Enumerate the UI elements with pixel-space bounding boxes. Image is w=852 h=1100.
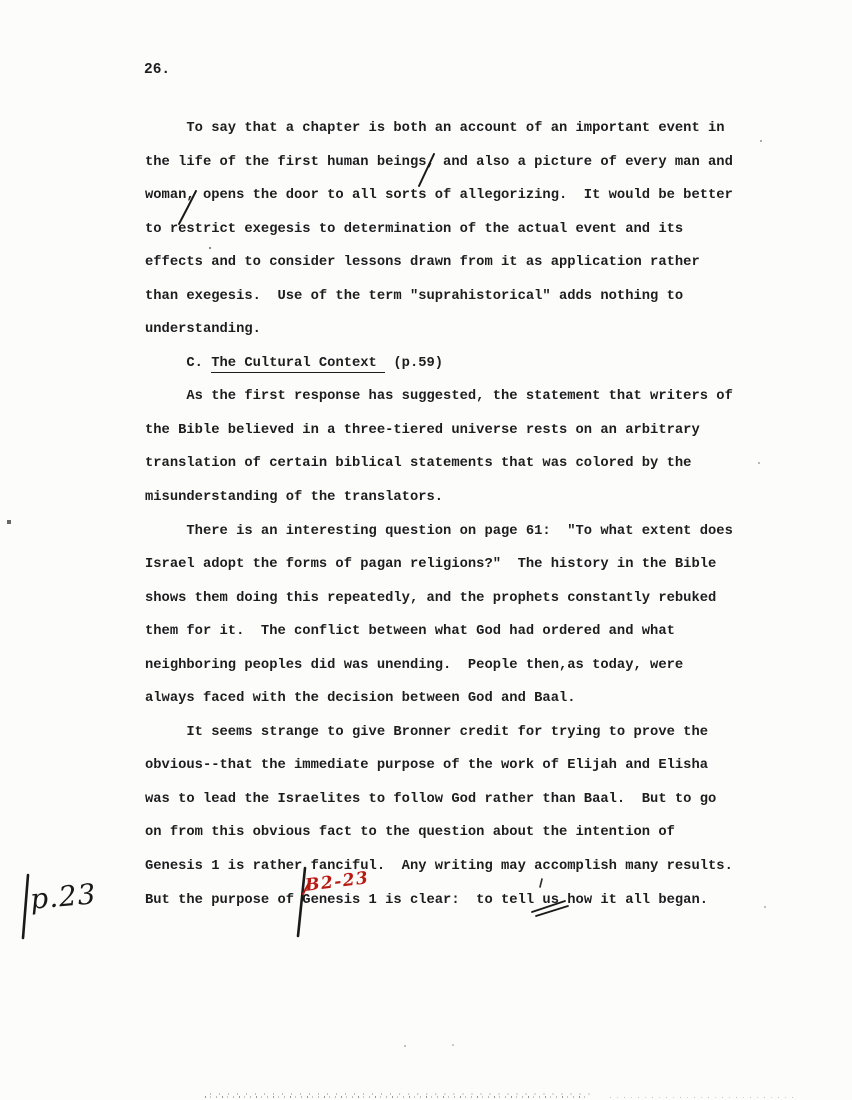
heading-page-ref: (p.59): [385, 355, 444, 371]
struck-out-word: us: [542, 892, 559, 908]
text-line: Genesis 1 is rather fanciful. Any writing may accomplish many results.: [145, 859, 733, 875]
text-line: to restrict exegesis to determination of the actual event and its: [145, 221, 684, 237]
text-line: It seems strange to give Bronner credit for trying to prove the: [145, 724, 709, 740]
text-line: was to lead the Israelites to follow God rather than Baal. But to go: [145, 791, 717, 807]
text-line-last: [145, 884, 785, 918]
text-line: Israel adopt the forms of pagan religions?" The history in the Bible: [145, 557, 717, 573]
last-line-pre: But the purpose of Genesis 1 is clear: to tell: [145, 892, 543, 908]
handwritten-margin-page-ref: p.23: [28, 877, 98, 916]
page-number: 26.: [144, 62, 171, 78]
text-line: misunderstanding of the translators.: [145, 490, 444, 506]
scan-specks: [0, 0, 2, 2]
heading-pre: C.: [145, 355, 212, 371]
text-line: translation of certain biblical statements that was colored by the: [145, 456, 692, 472]
text-line: on from this obvious fact to the question about the intention of: [145, 825, 675, 841]
last-line-post: how it all began.: [558, 892, 709, 908]
text-line: As the first response has suggested, the statement that writers of: [145, 389, 733, 405]
text-line: effects and to consider lessons drawn from it as application rather: [145, 255, 700, 271]
text-line: the Bible believed in a three-tiered universe rests on an arbitrary: [145, 422, 700, 438]
text-line: neighboring peoples did was unending. People then,as today, were: [145, 657, 684, 673]
document-body: [145, 112, 785, 917]
scan-noise-band: [205, 1091, 590, 1098]
text-line: understanding.: [145, 322, 261, 338]
margin-vertical-ink-line: [23, 875, 28, 938]
section-heading: [145, 347, 785, 381]
scan-noise-band-right: [610, 1094, 795, 1098]
text-line: than exegesis. Use of the term "suprahistorical" adds nothing to: [145, 288, 684, 304]
handwritten-red-note: B2-23: [304, 868, 371, 896]
text-line: shows them doing this repeatedly, and the prophets constantly rebuked: [145, 590, 717, 606]
text-line: the life of the first human beings, and also a picture of every man and: [145, 154, 733, 170]
text-line: To say that a chapter is both an account of an important event in: [145, 121, 725, 136]
heading-underlined-title: The Cultural Context: [211, 355, 386, 371]
text-line: always faced with the decision between God and Baal.: [145, 691, 576, 707]
text-line: them for it. The conflict between what God had ordered and what: [145, 624, 675, 640]
text-line: There is an interesting question on page 61: "To what extent does: [145, 523, 733, 539]
text-line: obvious--that the immediate purpose of the work of Elijah and Elisha: [145, 758, 709, 774]
text-line: woman, opens the door to all sorts of allegorizing. It would be better: [145, 188, 733, 204]
